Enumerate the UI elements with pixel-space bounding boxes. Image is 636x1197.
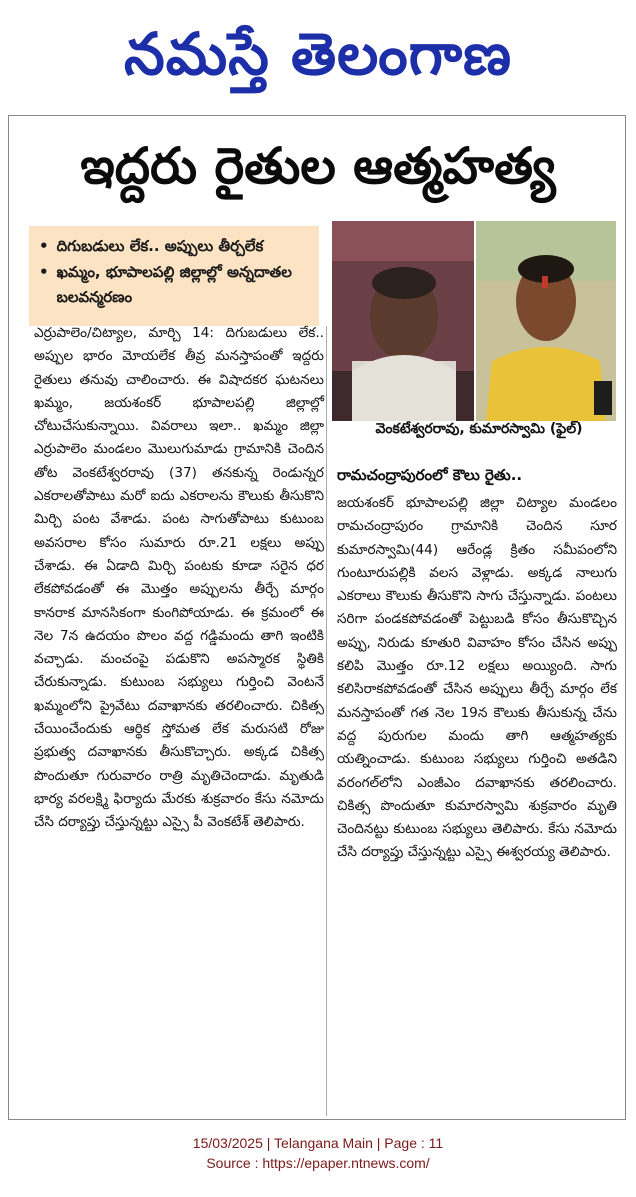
article-body-right: జయశంకర్ భూపాలపల్లి జిల్లా చిట్యాల మండలం రామచంద్రాపురం గ్రామానికి చెందిన సూర కుమారస్వామి(44) ఆరేండ్ల క్రితం సమీపంలోని గుంటూరుపల్లికి వలస వెళ్లాడు. అక్కడ నాలుగు ఎకరాలు కౌలుకు తీసుకొని సాగు చేస్తున్నాడు. పంటలు సరిగా పండకపోవడంతో పెట్టుబడి కోసం తీసుకొచ్చిన అప్పు, నిరుడు కూతురి వివాహం కోసం చేసిన అప్పు కలిపి మొత్తం రూ.12 లక్షలు అయ్యింది. సాగు కలిసిరాకపోవడంతో చేసిన అప్పులు తీర్చే మార్గం లేక మనస్తాపంతో గత నెల 19న కౌలుకు తీసుకున్న చేను వద్ద పురుగుల మందు తాగి ఆత్మహత్యకు యత్నించాడు. కుటుంబ సభ్యులు గుర్తించి అతడిని వరంగల్‌లోని ఎంజీఎం దవాఖానకు తరలించారు. చికిత్స పొందుతూ కుమారస్వామి శుక్రవారం మృతి చెందినట్టు కుటుంబ సభ్యులు తెలిపారు. కేసు నమోదు చేసి దర్యాప్తు చేస్తున్నట్టు ఎస్సై ఈశ్వరయ్య తెలిపారు. (337, 495, 617, 861)
bullet-box (29, 226, 319, 326)
source-link[interactable]: Source : https://epaper.ntnews.com/ (206, 1155, 430, 1171)
publication-info: 15/03/2025 | Telangana Main | Page : 11 (192, 1135, 444, 1151)
bullet-point (39, 260, 311, 311)
newspaper-logo: నమస్తే తెలంగాణ (124, 20, 512, 88)
masthead (0, 0, 636, 108)
column-divider (326, 326, 327, 1116)
photo-farmer-1 (332, 221, 474, 421)
bullet-icon: • (39, 262, 49, 281)
page-footer (0, 1133, 636, 1173)
article-body-left: ఎర్రుపాలెం/చిట్యాల, మార్చి 14: దిగుబడులు లేక.. అప్పుల భారం మోయలేక తీవ్ర మనస్తాపంతో ఇద్దరు రైతులు తనువు చాలించారు. ఈ విషాదకర ఘటనలు ఖమ్మం, జయశంకర్ భూపాలపల్లి జిల్లాల్లో చోటుచేసుకున్నాయి. వివరాలు ఇలా.. ఖమ్మం జిల్లా ఎర్రుపాలెం మండలం మొలుగుమాడు గ్రామానికి చెందిన తోట వెంకటేశ్వరరావు (37) తనకున్న రెండున్నర ఎకరాలతోపాటు మరో ఐదు ఎకరాలను కౌలుకు తీసుకొని మిర్చి పంట వేశాడు. పంట సాగుతోపాటు కుటుంబ అవసరాల కోసం సుమారు రూ.21 లక్షలు అప్పు చేశాడు. ఈ ఏడాది మిర్చి పంటకు కూడా సరైన ధర లేకపోవడంతో ఈ మొత్తం అప్పులను తీర్చే మార్గం కానరాక మానసికంగా కుంగిపోయాడు. ఈ క్రమంలో ఈ నెల 7న ఉదయం పొలం వద్ద గడ్డిమందు తాగి ఇంటికి వచ్చాడు. మంచంపై పడుకొని అపస్మారక స్థితికి చేరుకున్నాడు. కుటుంబ సభ్యులు గుర్తించి వెంటనే ఖమ్మంలోని ప్రైవేటు దవాఖానకు తరలించారు. చికిత్స చేయించేందుకు ఆర్థిక స్తోమత లేక మరుసటి రోజు ప్రభుత్వ దవాఖానకు తీసుకొచ్చారు. అక్కడ చికిత్స పొందుతూ గురువారం రాత్రి మృతిచెందాడు. మృతుడి భార్య వరలక్ష్మి ఫిర్యాదు మేరకు శుక్రవారం కేసు నమోదు చేసి దర్యాప్తు చేస్తున్నట్టు ఎస్సై పీ వెంకటేశ్ తెలిపారు. (34, 325, 324, 831)
photo-caption: వెంకటేశ్వరరావు, కుమారస్వామి (ఫైల్) (375, 421, 583, 437)
article-frame (8, 115, 626, 1120)
bullet-point (39, 234, 311, 260)
bullet-text: దిగుబడులు లేక.. అప్పులు తీర్చలేక (56, 237, 264, 255)
bullet-icon: • (39, 237, 49, 255)
article-headline: ఇద్దరు రైతుల ఆత్మహత్య (80, 137, 556, 195)
photo-farmer-2 (476, 221, 616, 421)
section-subheading: రామచంద్రాపురంలో కౌలు రైతు.. (337, 466, 523, 484)
bullet-text: ఖమ్మం, భూపాలపల్లి జిల్లాల్లో అన్నదాతల బలవన్మరణం (56, 262, 292, 306)
